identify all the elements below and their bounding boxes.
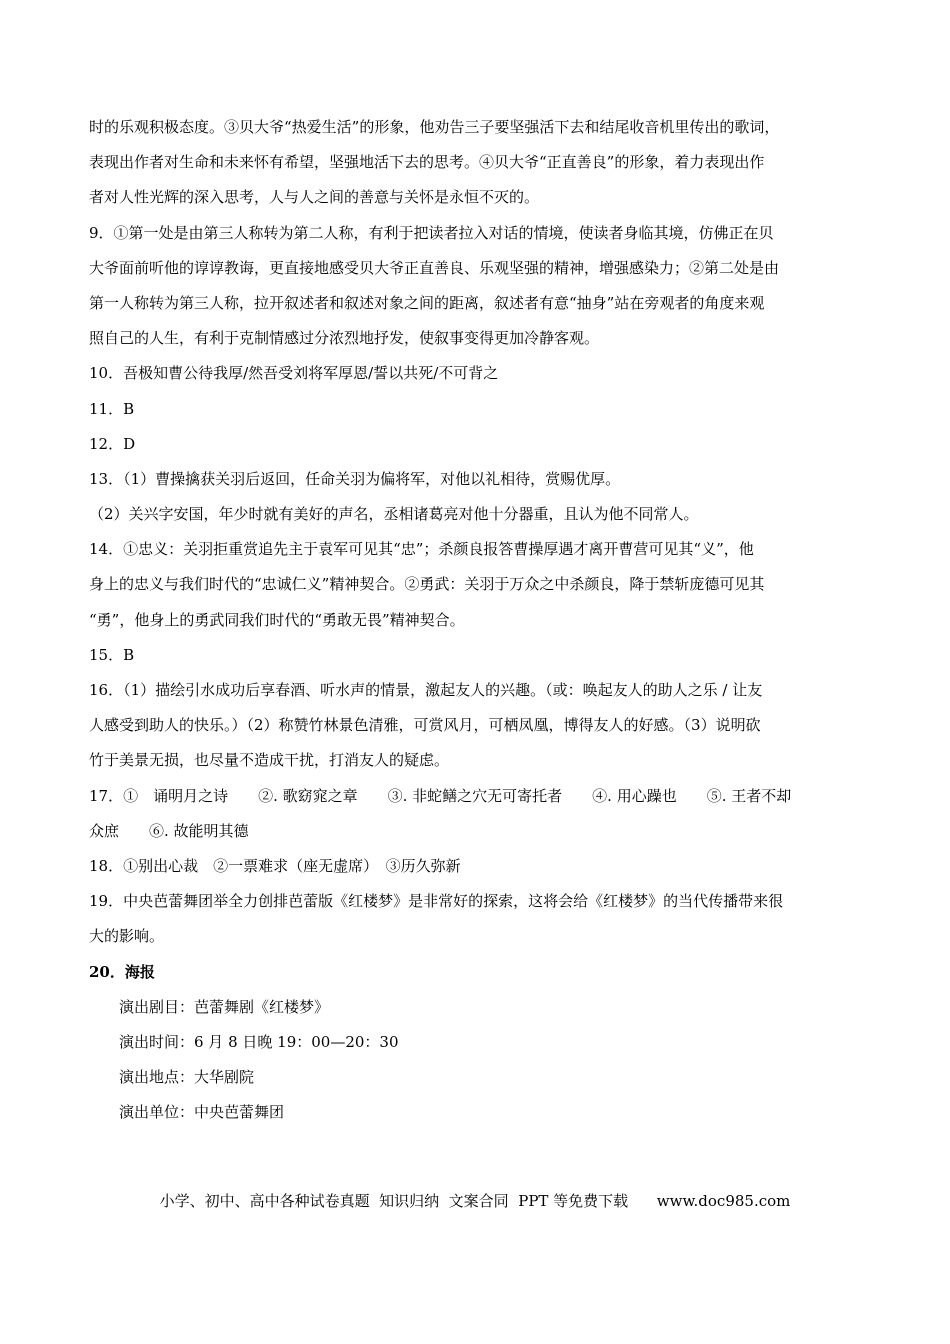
answer-10: 10．吾极知曹公待我厚/然吾受刘将军厚恩/誓以共死/不可背之 — [89, 364, 499, 383]
poster-organizer: 演出单位：中央芭蕾舞团 — [119, 1103, 285, 1122]
text-line: 人感受到助人的快乐。）（2）称赞竹林景色清雅，可赏风月，可栖凤凰，博得友人的好感。（3）说明砍 — [89, 716, 761, 735]
text-line: 大的影响。 — [89, 927, 165, 946]
answer-13: 13．（1）曹操擒获关羽后返回，任命关羽为偏将军，对他以礼相待，赏赐优厚。 — [89, 469, 621, 488]
text-line: 第一人称转为第三人称，拉开叙述者和叙述对象之间的距离，叙述者有意“抽身”站在旁观者的角度来观 — [89, 293, 765, 312]
text-line: （2）关兴字安国，年少时就有美好的声名，丞相诸葛亮对他十分器重，且认为他不同常人。 — [89, 505, 699, 524]
answer-9: 9．①第一处是由第三人称转为第二人称，有利于把读者拉入对话的情境，使读者身临其境，仿佛正在贝 — [89, 223, 774, 242]
text-line: 表现出作者对生命和未来怀有希望，坚强地活下去的思考。④贝大爷“正直善良”的形象，着力表现出作 — [89, 153, 765, 172]
answer-17: 17．① 诵明月之诗 ②. 歌窈窕之章 ③. 非蛇鳝之穴无可寄托者 ④. 用心躁也 ⑤. 王者不却 — [89, 786, 792, 805]
page-footer: 小学、初中、高中各种试卷真题 知识归纳 文案合同 PPT 等免费下载 www.doc985.com — [159, 1192, 791, 1210]
document-body — [89, 110, 869, 1130]
answer-20-heading: 20．海报 — [89, 962, 155, 981]
text-line: “勇”，他身上的勇武同我们时代的“勇敢无畏”精神契合。 — [89, 610, 465, 629]
text-line: 照自己的人生，有利于克制情感过分浓烈地抒发，使叙事变得更加冷静客观。 — [89, 329, 600, 348]
answer-11: 11．B — [89, 399, 135, 418]
answer-12: 12．D — [89, 434, 136, 453]
text-line: 竹于美景无损，也尽量不造成干扰，打消友人的疑虑。 — [89, 751, 450, 770]
text-line: 大爷面前听他的谆谆教诲，更直接地感受贝大爷正直善良、乐观坚强的精神，增强感染力；②第二处是由 — [89, 258, 780, 277]
answer-18: 18．①别出心裁 ②一票难求（座无虚席） ③历久弥新 — [89, 856, 461, 875]
text-line: 众庶 ⑥. 故能明其德 — [89, 821, 249, 840]
answer-19: 19．中央芭蕾舞团举全力创排芭蕾版《红楼梦》是非常好的探索，这将会给《红楼梦》的当代传播带来很 — [89, 892, 784, 911]
text-line: 身上的忠义与我们时代的“忠诚仁义”精神契合。②勇武：关羽于万众之中杀颜良，降于禁斩庞德可见其 — [89, 575, 765, 594]
answer-15: 15．B — [89, 645, 135, 664]
poster-venue: 演出地点：大华剧院 — [119, 1068, 255, 1087]
poster-program: 演出剧目：芭蕾舞剧《红楼梦》 — [119, 997, 330, 1016]
text-line: 时的乐观积极态度。③贝大爷“热爱生活”的形象，他劝告三子要坚强活下去和结尾收音机里传出的歌词， — [89, 118, 780, 136]
text-line: 者对人性光辉的深入思考，人与人之间的善意与关怀是永恒不灭的。 — [89, 188, 540, 207]
poster-time: 演出时间：6 月 8 日晚 19：00—20：30 — [119, 1032, 399, 1051]
answer-14: 14．①忠义：关羽拒重赏追先主于袁军可见其“忠”；杀颜良报答曹操厚遇才离开曹营可见其“义”，他 — [89, 540, 754, 559]
answer-16: 16．（1）描绘引水成功后享春酒、听水声的情景，激起友人的兴趣。（或：唤起友人的助人之乐 / 让友 — [89, 681, 763, 699]
